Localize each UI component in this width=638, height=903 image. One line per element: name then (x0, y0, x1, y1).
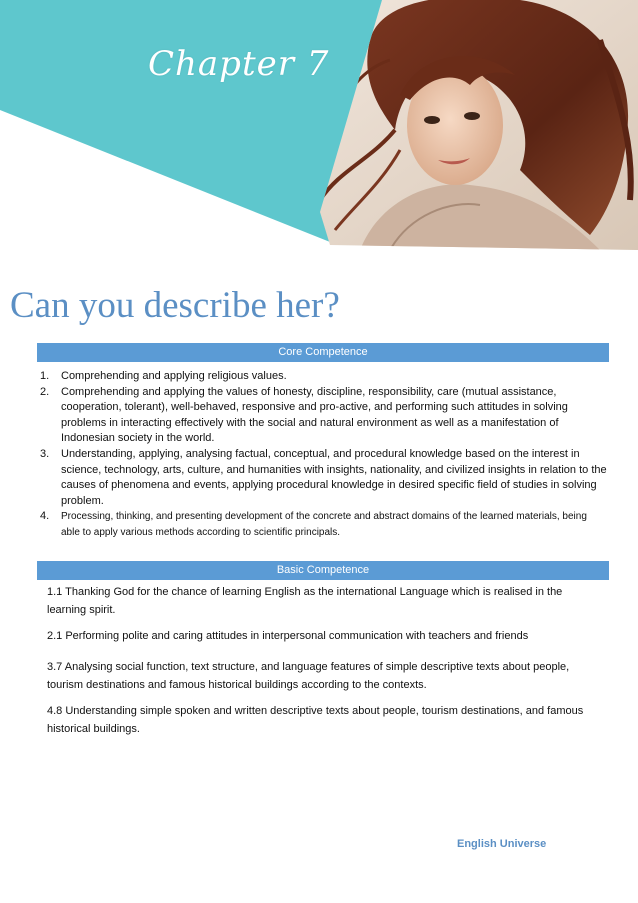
core-competence-header: Core Competence (37, 343, 609, 362)
core-competence-item (28, 509, 608, 540)
item-text: Processing, thinking, and presenting development of the concrete and abstract domains of the learned materials, being able to apply various methods according to scientific principals. (61, 511, 587, 538)
item-number: 2. (40, 385, 50, 398)
item-text: Comprehending and applying the values of honesty, discipline, responsibility, care (mutual assistance, cooperation, tolerant), well-behaved, responsive and pro-active, and performing such attitudes in solving problems in interacting effectively with the social and natural environment as well as a manifestation of Indonesian society in the world. (61, 385, 568, 445)
woman-photo (0, 0, 638, 250)
core-competence-item (28, 447, 608, 509)
page-heading: Can you describe her? (10, 285, 340, 326)
footer-brand: English Universe (457, 838, 547, 850)
core-competence-item (28, 385, 608, 447)
item-text: Understanding, applying, analysing factual, conceptual, and procedural knowledge based on the interest in science, technology, arts, culture, and humanities with insights, nationality, and civilized insights in relation to the causes of phenomena and events, applying procedural knowledge in desired specific field of studies in solving problem. (61, 447, 607, 507)
item-number: 3. (40, 447, 50, 460)
basic-competence-item: 3.7 Analysing social function, text structure, and language features of simple descriptive texts about people, tourism destinations and famous historical buildings according to the contexts. (47, 661, 570, 691)
basic-competence-item: 2.1 Performing polite and caring attitudes in interpersonal communication with teachers and friends (47, 630, 529, 642)
core-competence-item (28, 369, 608, 385)
basic-competence-header: Basic Competence (37, 561, 609, 580)
basic-competence-item: 4.8 Understanding simple spoken and written descriptive texts about people, tourism destinations, and famous historical buildings. (47, 705, 584, 735)
core-competence-list (28, 369, 608, 541)
item-number: 1. (40, 370, 50, 382)
item-number: 4. (40, 510, 50, 523)
chapter-title: Chapter 7 (148, 44, 330, 84)
item-text: Comprehending and applying religious values. (61, 370, 287, 382)
basic-competence-item: 1.1 Thanking God for the chance of learning English as the international Language which is realised in the learning spirit. (47, 586, 563, 616)
